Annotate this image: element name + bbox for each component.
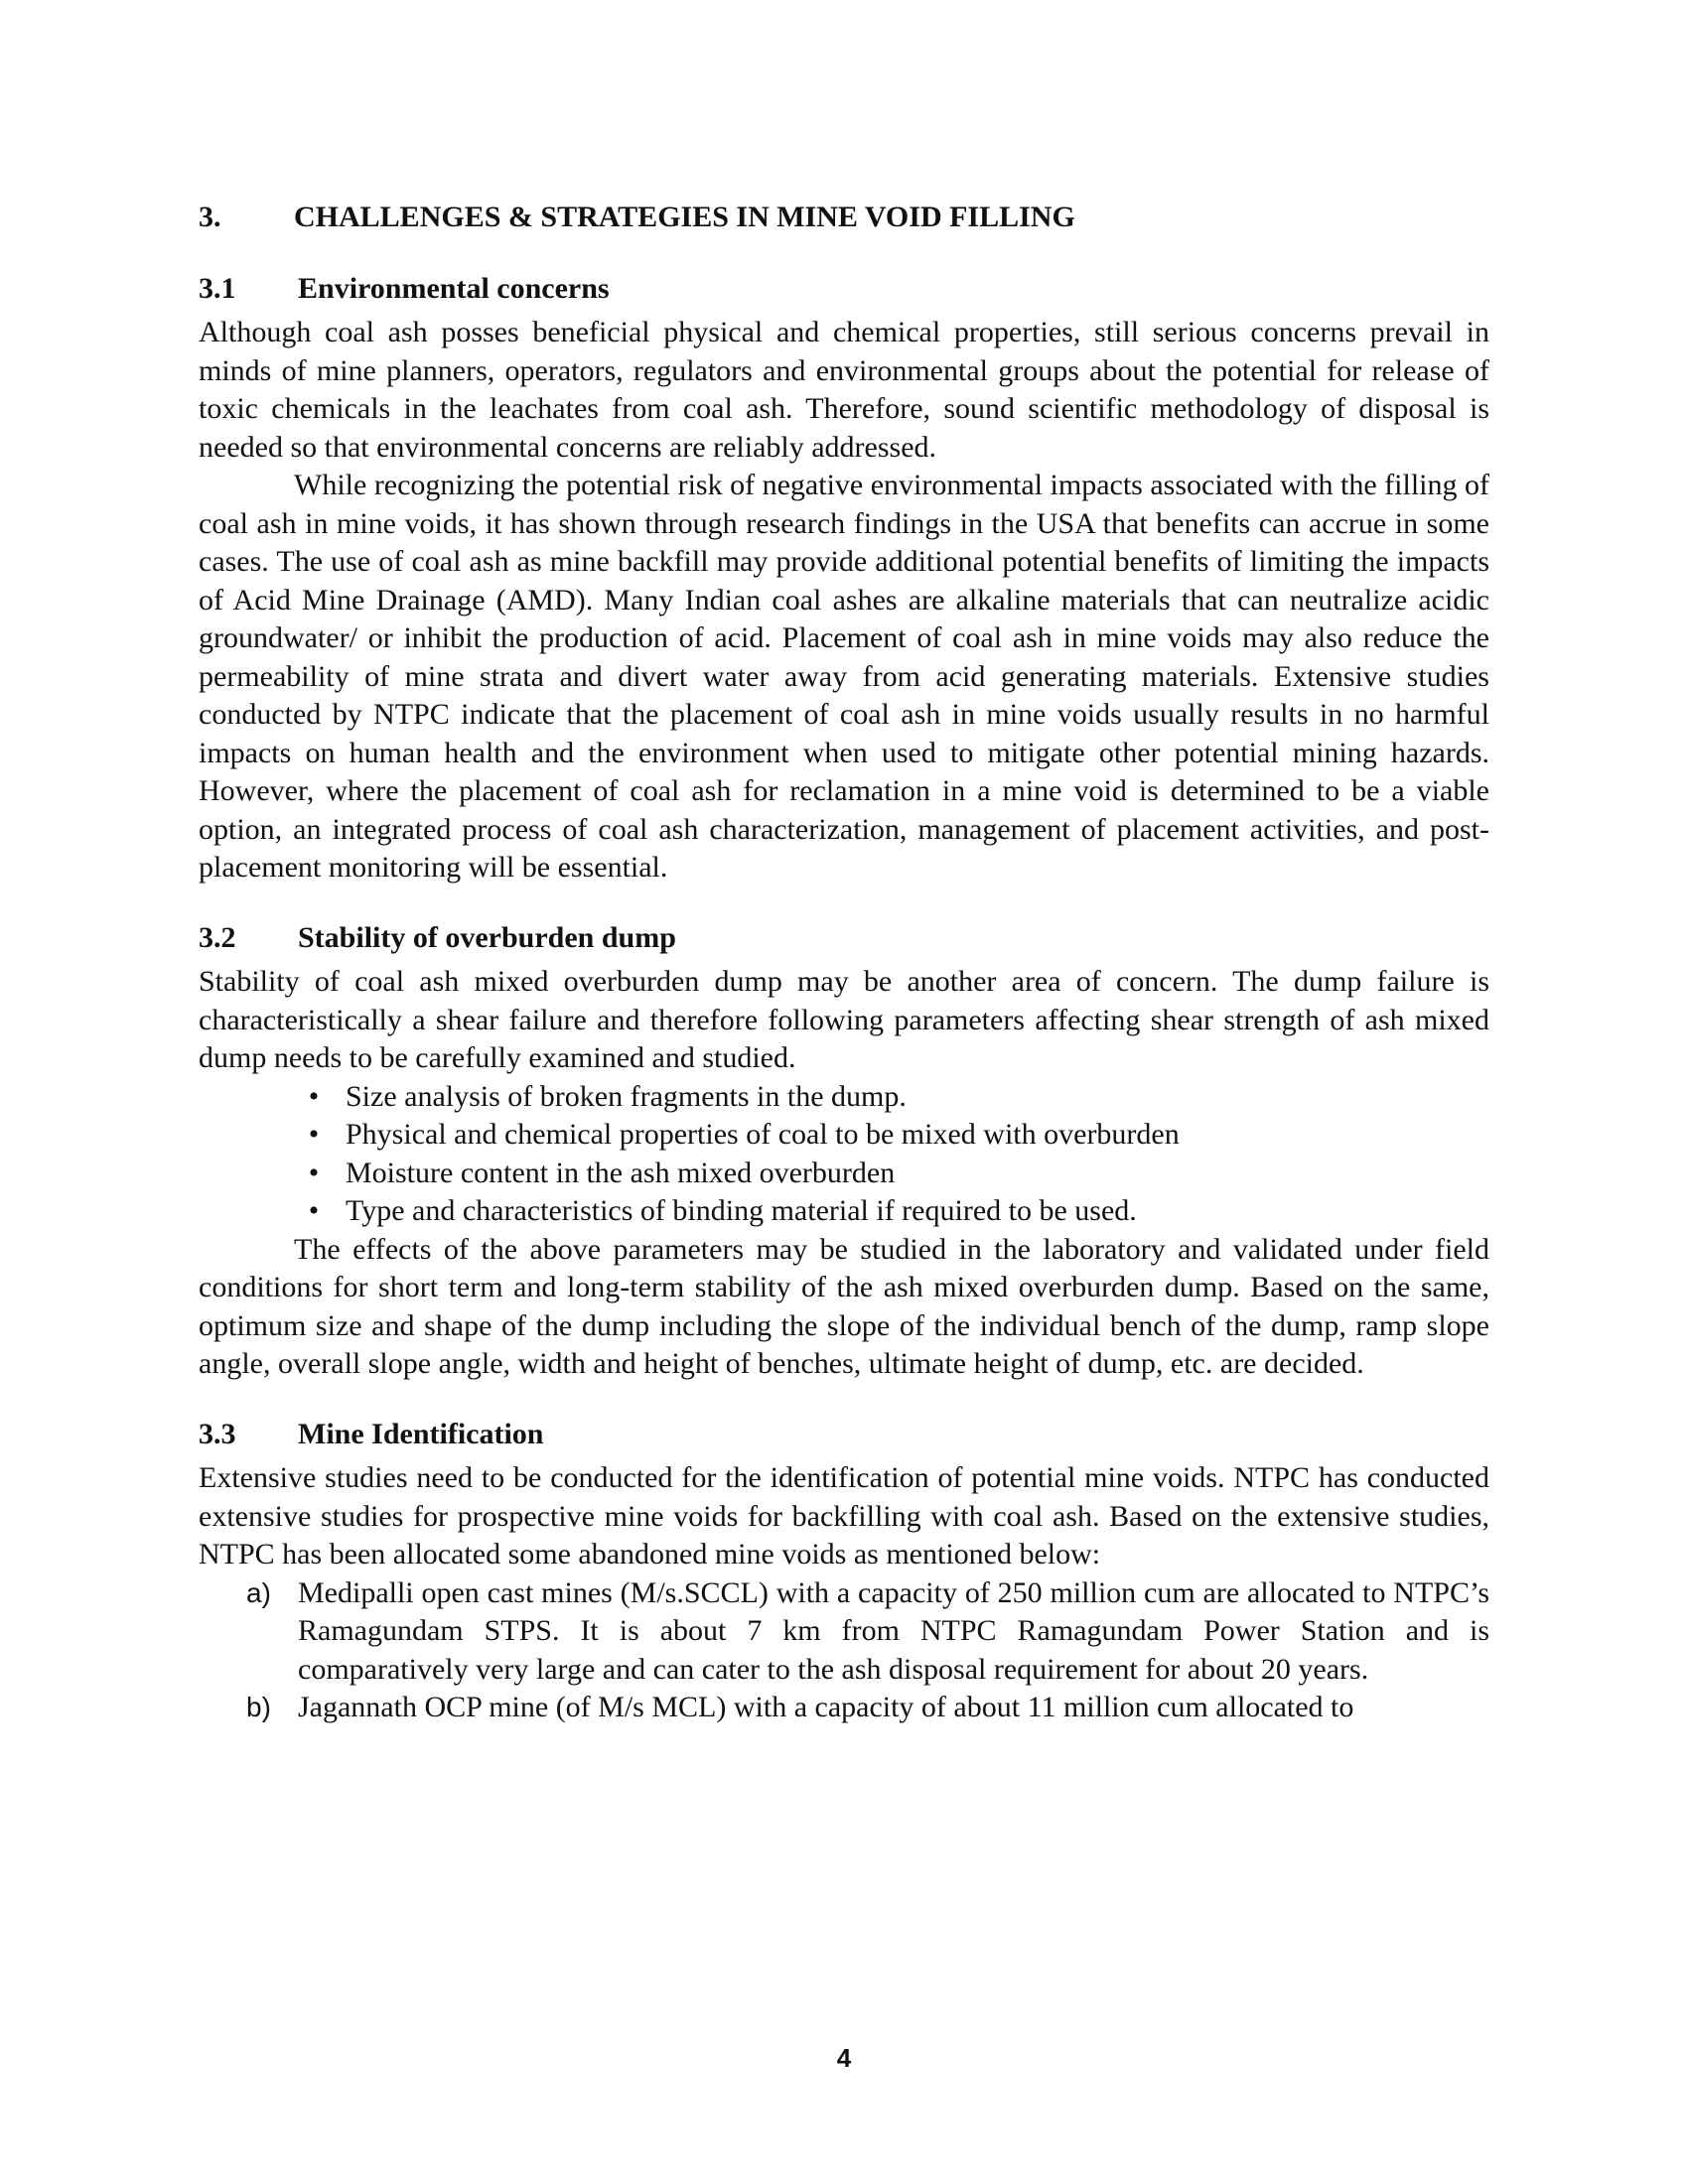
bullet-icon: • — [308, 1194, 320, 1227]
chapter-number: 3. — [199, 201, 221, 233]
list-item — [199, 1192, 1489, 1231]
list-item — [199, 1078, 1489, 1117]
list-marker: a) — [246, 1576, 271, 1608]
page-number: 4 — [836, 2043, 852, 2073]
lettered-list — [199, 1574, 1489, 1727]
list-item — [199, 1574, 1489, 1690]
list-item-text: Moisture content in the ash mixed overburden — [346, 1156, 896, 1189]
bullet-list — [199, 1078, 1489, 1231]
section-title: Stability of overburden dump — [298, 920, 676, 954]
list-item — [199, 1155, 1489, 1193]
section-mine-identification — [199, 1416, 1489, 1727]
list-item — [199, 1689, 1489, 1727]
section-number: 3.1 — [199, 271, 236, 305]
list-item-text: Type and characteristics of binding material if required to be used. — [346, 1194, 1137, 1227]
section-heading — [199, 919, 1489, 958]
list-item-text: Physical and chemical properties of coal to be mixed with overburden — [346, 1118, 1180, 1151]
list-item-text: Medipalli open cast mines (M/s.SCCL) with a capacity of 250 million cum are allocated to NTPC’s Ramagundam STPS. It is about 7 km from NTPC Ramagundam Power Station and is comparatively very large and can cater to the ash disposal requirement for about 20 years. — [298, 1575, 1489, 1686]
chapter-heading — [199, 199, 1489, 237]
list-marker: b) — [246, 1692, 271, 1722]
section-environmental-concerns — [199, 270, 1489, 887]
bullet-icon: • — [308, 1156, 320, 1189]
section-title: Mine Identification — [298, 1417, 544, 1450]
bullet-icon: • — [308, 1118, 320, 1151]
section-number: 3.2 — [199, 920, 236, 954]
bullet-icon: • — [308, 1079, 320, 1113]
section-stability-of-overburden-dump — [199, 919, 1489, 1384]
paragraph: Stability of coal ash mixed overburden dump may be another area of concern. The dump failure is characteristically a shear failure and therefore following parameters affecting shear strength of ash mixed dump needs to be carefully examined and studied. — [199, 965, 1489, 1074]
section-heading — [199, 270, 1489, 309]
paragraph: Although coal ash posses beneficial physical and chemical properties, still serious concerns prevail in minds of mine planners, operators, regulators and environmental groups about the potential for release of toxic chemicals in the leachates from coal ash. Therefore, sound scientific methodology of disposal is needed so that environmental concerns are reliably addressed. — [199, 316, 1489, 464]
list-item-text: Jagannath OCP mine (of M/s MCL) with a capacity of about 11 million cum allocated to — [298, 1691, 1354, 1723]
section-heading — [199, 1416, 1489, 1454]
chapter-title: CHALLENGES & STRATEGIES IN MINE VOID FILLING — [294, 201, 1075, 233]
document-page — [199, 199, 1489, 1759]
paragraph: While recognizing the potential risk of negative environmental impacts associated with the filling of coal ash in mine voids, it has shown through research findings in the USA that benefits can accrue in some cases. The use of coal ash as mine backfill may provide additional potential benefits of limiting the impacts of Acid Mine Drainage (AMD). Many Indian coal ashes are alkaline materials that can neutralize acidic groundwater/ or inhibit the production of acid. Placement of coal ash in mine voids may also reduce the permeability of mine strata and divert water away from acid generating materials. Extensive studies conducted by NTPC indicate that the placement of coal ash in mine voids usually results in no harmful impacts on human health and the environment when used to mitigate other potential mining hazards. However, where the placement of coal ash for reclamation in a mine void is determined to be a viable option, an integrated process of coal ash characterization, management of placement activities, and post-placement monitoring will be essential. — [199, 469, 1489, 884]
section-title: Environmental concerns — [298, 271, 610, 305]
paragraph: Extensive studies need to be conducted for the identification of potential mine voids. NTPC has conducted extensive studies for prospective mine voids for backfilling with coal ash. Based on the extensive studies, NTPC has been allocated some abandoned mine voids as mentioned below: — [199, 1461, 1489, 1570]
paragraph: The effects of the above parameters may be studied in the laboratory and validated under field conditions for short term and long-term stability of the ash mixed overburden dump. Based on the same, optimum size and shape of the dump including the slope of the individual bench of the dump, ramp slope angle, overall slope angle, width and height of benches, ultimate height of dump, etc. are decided. — [199, 1232, 1489, 1380]
list-item — [199, 1116, 1489, 1155]
list-item-text: Size analysis of broken fragments in the dump. — [346, 1079, 907, 1113]
section-number: 3.3 — [199, 1417, 236, 1450]
